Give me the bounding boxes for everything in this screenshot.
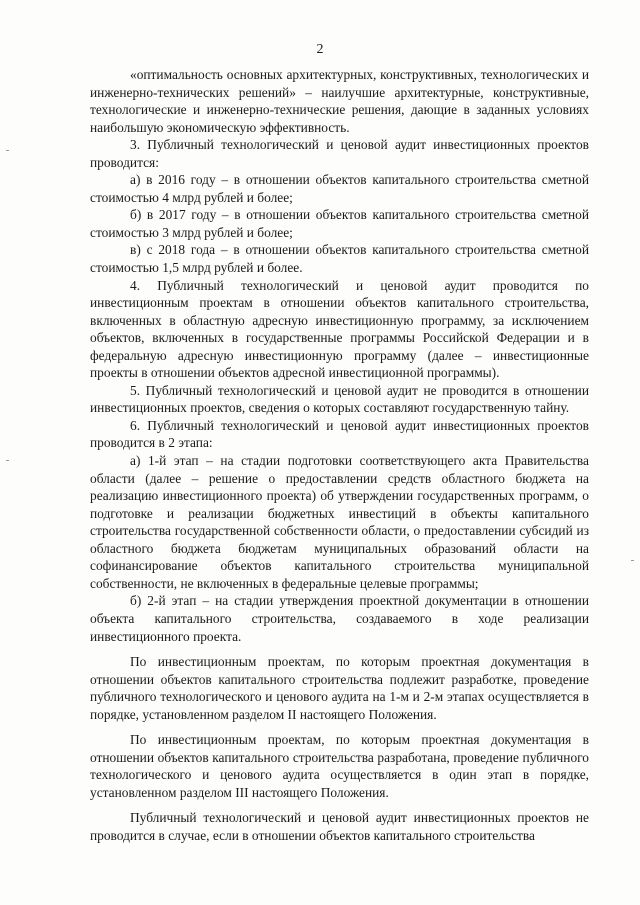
- paragraph-6: 6. Публичный технологический и ценовой аудит инвестиционных проектов проводится в 2 этапа:: [90, 417, 589, 451]
- paragraph-3a: а) в 2016 году – в отношении объектов капитального строительства сметной стоимостью 4 млрд рублей и более;: [90, 172, 589, 205]
- paragraph-4: 4. Публичный технологический и ценовой аудит проводится по инвестиционным проектам в отношении объектов капитального строительства, включенных в областную адресную инвестиционную программу, за исключением объектов, включенных в государственные программы Российской Федерации и в федеральную адресную инвестиционную программу (далее – инвестиционные проекты в отношении объектов адресной инвестиционной программы).: [90, 277, 589, 381]
- paragraph-definition: «оптимальность основных архитектурных, конструктивных, технологических и инженерно-технических решений» – наилучшие архитектурные, конструктивные, технологические и инженерно-технические решения, дающие в заданных условиях наибольшую экономическую эффективность.: [90, 67, 589, 135]
- scan-speck: [6, 460, 9, 461]
- page-number: 2: [316, 42, 324, 57]
- paragraph-3: 3. Публичный технологический и ценовой аудит инвестиционных проектов проводится:: [90, 137, 589, 170]
- paragraph-stage-rule-2: По инвестиционным проектам, по которым проектная документация в отношении объектов капитального строительства разработана, проведение публичного технологического и ценового аудита осуществляется в один этап в порядке, установленном разделом III настоящего Положения.: [90, 732, 589, 800]
- paragraph-6a: а) 1-й этап – на стадии подготовки соответствующего акта Правительства области (далее – решение о предоставлении средств областного бюджета на реализацию инвестиционного проекта) об утверждении государственных программ, о подготовке и реализации бюджетных инвестиций в объекты капитального строительства государственной собственности области, о предоставлении субсидий из областного бюджета бюджетам муниципальных образований области на софинансирование объектов капитального строительства муниципальной собственности, не включенных в федеральные целевые программы;: [90, 453, 589, 591]
- paragraph-exception: Публичный технологический и ценовой аудит инвестиционных проектов не проводится в случае, если в отношении объектов капитального строительства: [90, 810, 589, 843]
- paragraph-5: 5. Публичный технологический и ценовой аудит не проводится в отношении инвестиционных проектов, сведения о которых составляют государственную тайну.: [90, 382, 589, 416]
- paragraph-6b: б) 2-й этап – на стадии утверждения проектной документации в отношении объекта капитального строительства, создаваемого в ходе реализации инвестиционного проекта.: [90, 593, 589, 644]
- paragraph-3b: б) в 2017 году – в отношении объектов капитального строительства сметной стоимостью 3 млрд рублей и более;: [90, 207, 589, 240]
- scan-speck: [6, 150, 9, 151]
- scan-speck: [631, 560, 634, 561]
- paragraph-3c: в) с 2018 года – в отношении объектов капитального строительства сметной стоимостью 1,5 млрд рублей и более.: [90, 242, 589, 276]
- document-body: [90, 66, 589, 845]
- paragraph-stage-rule-1: По инвестиционным проектам, по которым проектная документация в отношении объектов капитального строительства подлежит разработке, проведение публичного технологического и ценового аудита на 1-м и 2-м этапах осуществляется в порядке, установленном разделом II настоящего Положения.: [90, 654, 589, 722]
